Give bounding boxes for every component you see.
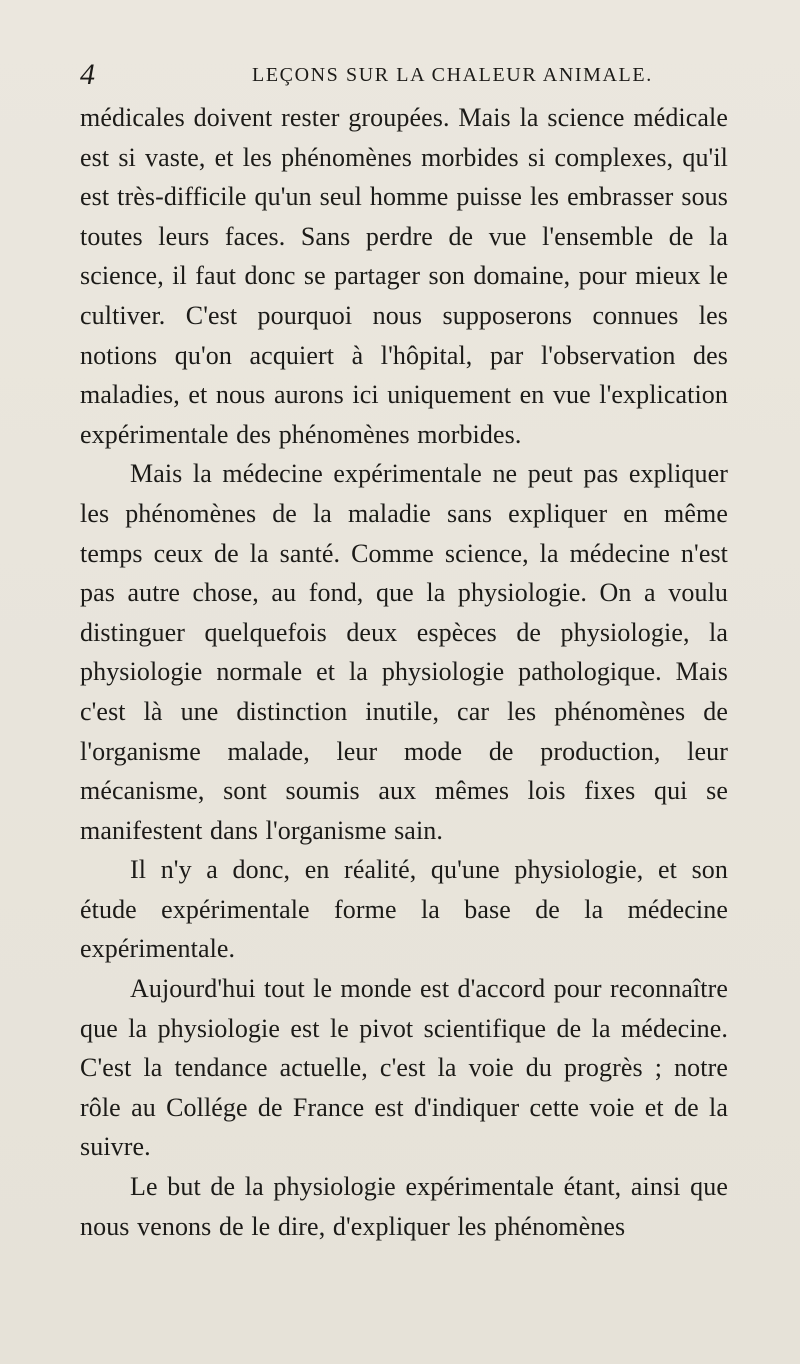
paragraph-but-physiologie: Le but de la physiologie expérimentale étant, ainsi que nous venons de le dire, d'expliquer les phénomènes — [80, 1172, 728, 1241]
paragraph-continuation: médicales doivent rester groupées. Mais la science médicale est si vaste, et les phénomènes morbides si complexes, qu'il est très-difficile qu'un seul homme puisse les embrasser sous toutes leurs faces. Sans perdre de vue l'ensemble de la science, il faut donc se partager son domaine, pour mieux le cultiver. C'est pourquoi nous supposerons connues les notions qu'on acquiert à l'hôpital, par l'observation des maladies, et nous aurons ici uniquement en vue l'explication expérimentale des phénomènes morbides. — [80, 103, 728, 449]
paragraph-une-physiologie: Il n'y a donc, en réalité, qu'une physiologie, et son étude expérimentale forme la base de la médecine expérimentale. — [80, 855, 728, 964]
body-text — [80, 98, 728, 1246]
page-number: 4 — [80, 58, 95, 91]
paragraph-medecine-experimentale: Mais la médecine expérimentale ne peut pas expliquer les phénomènes de la maladie sans expliquer en même temps ceux de la santé. Comme science, la médecine n'est pas autre chose, au fond, que la physiologie. On a voulu distinguer quelquefois deux espèces de physiologie, la physiologie normale et la physiologie pathologique. Mais c'est là une distinction inutile, car les phénomènes de l'organisme malade, leur mode de production, leur mécanisme, sont soumis aux mêmes lois fixes qui se manifestent dans l'organisme sain. — [80, 459, 728, 845]
running-head — [80, 58, 728, 92]
paragraph-aujourdhui: Aujourd'hui tout le monde est d'accord pour reconnaître que la physiologie est le pivot scientifique de la médecine. C'est la tendance actuelle, c'est la voie du progrès ; notre rôle au Collége de France est d'indiquer cette voie et de la suivre. — [80, 974, 728, 1162]
running-title: LEÇONS SUR LA CHALEUR ANIMALE. — [252, 64, 653, 86]
